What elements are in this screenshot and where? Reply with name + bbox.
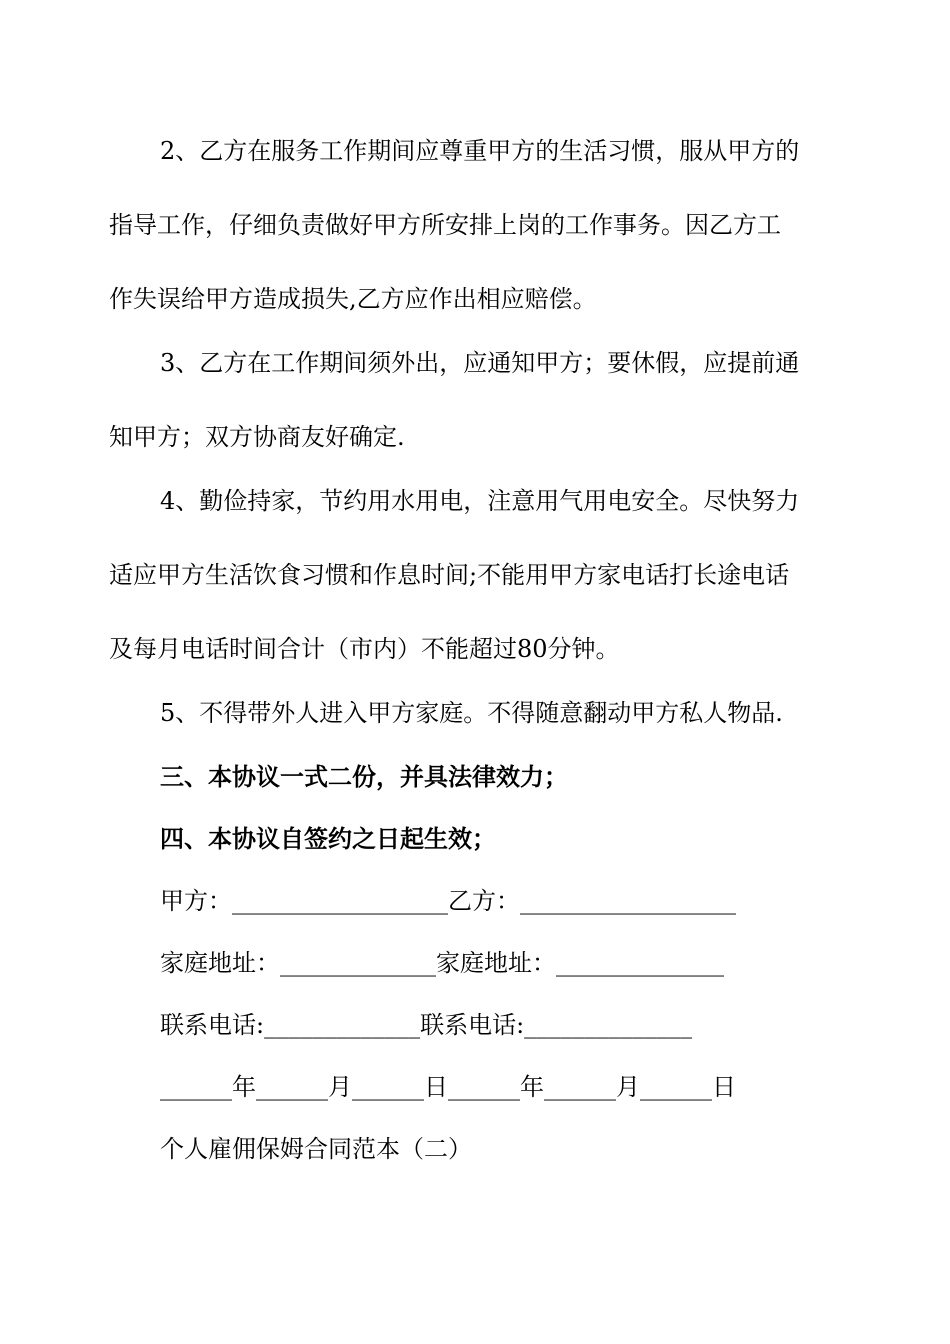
clause-2-line-1: 2、乙方在服务工作期间应尊重甲方的生活习惯，服从甲方的 <box>160 137 800 165</box>
section-3-heading: 三、本协议一式二份，并具法律效力； <box>160 762 568 791</box>
clause-4-line-2: 适应甲方生活饮食习惯和作息时间;不能用甲方家电话打长途电话 <box>109 561 790 589</box>
address-line: 家庭地址：_____________家庭地址：______________ <box>160 949 724 977</box>
clause-3-line-2: 知甲方；双方协商友好确定. <box>109 423 405 451</box>
phone-line: 联系电话:_____________联系电话:______________ <box>160 1011 693 1039</box>
clause-4-line-3: 及每月电话时间合计（市内）不能超过80分钟。 <box>109 635 620 663</box>
clause-2-line-2: 指导工作，仔细负责做好甲方所安排上岗的工作事务。因乙方工 <box>109 211 781 239</box>
next-contract-title: 个人雇佣保姆合同范本（二） <box>160 1135 472 1163</box>
clause-5-line: 5、不得带外人进入甲方家庭。不得随意翻动甲方私人物品. <box>160 699 783 727</box>
clause-3-line-1: 3、乙方在工作期间须外出，应通知甲方；要休假，应提前通 <box>160 349 800 377</box>
date-line: ______年______月______日______年______月______日 <box>160 1073 736 1101</box>
section-4-heading: 四、本协议自签约之日起生效； <box>160 824 496 853</box>
signature-party-line: 甲方：__________________乙方：__________________ <box>160 887 736 915</box>
clause-4-line-1: 4、勤俭持家，节约用水用电，注意用气用电安全。尽快努力 <box>160 487 800 515</box>
clause-2-line-3: 作失误给甲方造成损失,乙方应作出相应赔偿。 <box>109 285 597 313</box>
